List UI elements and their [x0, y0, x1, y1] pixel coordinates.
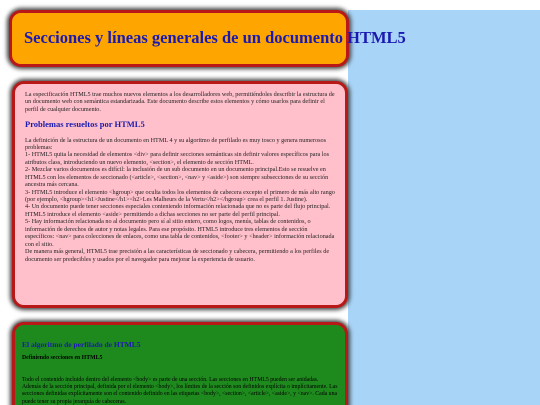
problem-item-1: 1- HTML5 quita la necesidad de elementos <div> para definir secciones semánticas sin definir valores específicos para los atributos class, introduciendo un nuevo elemento, <section>, el elemento de sección HTML. — [25, 151, 330, 166]
algorithm-section — [12, 322, 348, 405]
section-paragraph: Todo el contenido incluido dentro del elemento <body> es parte de una sección. Las secciones en HTML5 pueden ser anidadas. Además de la sección principal, definida por el elemento <body>, los límites de la sección son definidos explícita o implícitamente. Las secciones definidas explícitamente son el contenido definido en las etiquetas <body>, <section>, <article>, <aside>, y <nav>. Cada una puede tener su propia jerarquía de cabeceras. — [22, 377, 338, 405]
section-subheading: Definiendo secciones en HTML5 — [22, 355, 103, 361]
section-heading: El algoritmo de perfilado de HTML5 — [22, 340, 141, 349]
page-title: Secciones y líneas generales de un documento HTML5 — [24, 28, 406, 47]
page-header — [9, 10, 406, 67]
side-background — [348, 10, 540, 405]
problem-item-4: 4- Un documento puede tener secciones especiales conteniendo información relacionada que no es parte del flujo principal. HTML5 introduce el elemento <aside> permitiendo a dichas secciones no ser parte del perfil principal. — [25, 203, 331, 218]
article — [12, 81, 348, 308]
article-intro: La especificación HTML5 trae muchos nuevos elementos a los desarrolladores web, permitiéndoles describir la estructura de un documento web con semántica estandarizada. Este documento describe estos elementos y cómo usarlos para definir el perfil de cualquier documento. — [25, 91, 335, 113]
problem-item-3: 3- HTML5 introduce el elemento <hgroup> que oculta todos los elementos de cabecera excepto el primero de más alto rango (por ejemplo, <hgroup><h1>Justine</h1><h2>Les Malheurs de la Vertu</h2></hgroup> crea el perfil 1. Justine). — [25, 188, 335, 203]
problem-item-2: 2- Mezclar varios documentos es difícil: la inclusión de un sub documento en un documento principal.Esto se resuelve en HTML5 con los elementos de seccionado (<article>, <section>, <nav> y <aside>) son siempre subsecciones de su sección ancestra más cercana. — [25, 166, 329, 189]
problem-item-5: 5- Hay información relacionada no al documento pero sí al sitio entero, como logos, menús, tablas de contenidos, o información de derechos de autor y notas legales. Para ese propósito. HTML5 introduce tres elementos de sección específicos: <nav> para colecciones de enlaces, como una tabla de contenidos, <footer> y <header> información relacionada con el sitio. — [25, 218, 335, 248]
problem-intro: La definición de la estructura de un documento en HTML 4 y su algoritmo de perfilado es muy tosco y genera numerosos problemas: — [25, 136, 326, 151]
article-heading: Problemas resueltos por HTML5 — [25, 119, 145, 130]
problem-conclusion: De manera más general, HTML5 trae precisión a las características de seccionado y cabecera, permitiendo a los perfiles de documento ser predecibles y usados por el navegador para mejorar la experiencia de usuario. — [25, 248, 330, 263]
